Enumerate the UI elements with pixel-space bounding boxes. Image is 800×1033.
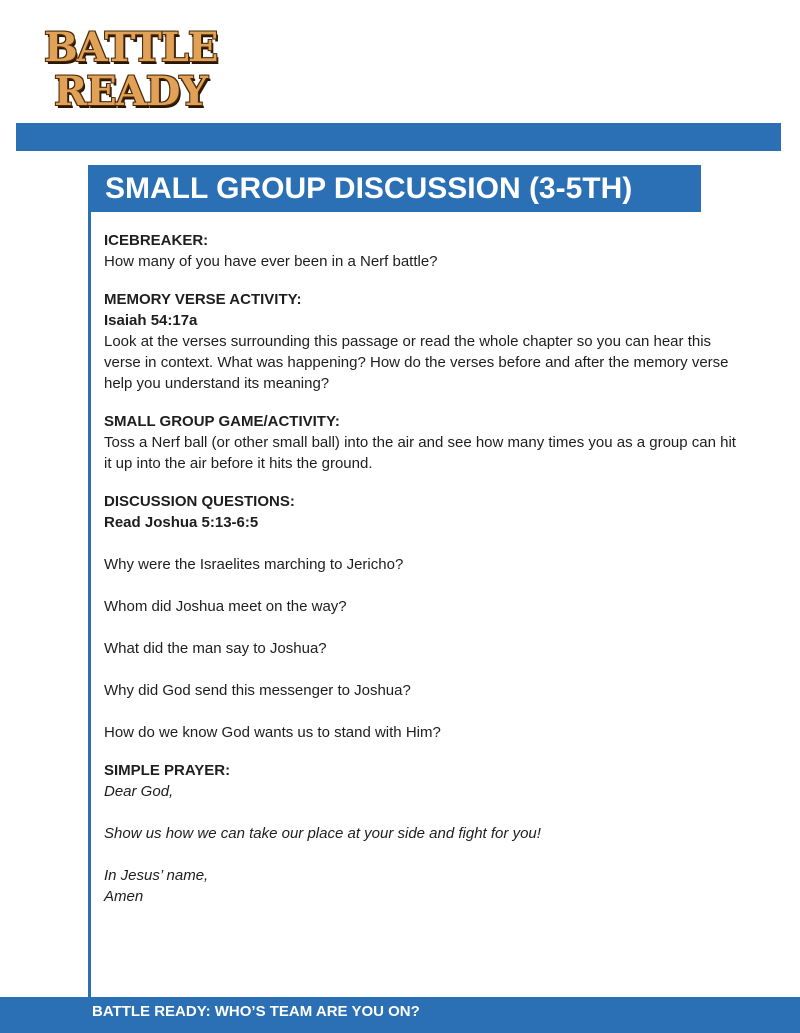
prayer-closing-1: In Jesus’ name, [104, 867, 209, 884]
battle-ready-logo [44, 24, 218, 116]
footer-bar: BATTLE READY: WHO’S TEAM ARE YOU ON? [0, 997, 800, 1033]
question-3: What did the man say to Joshua? [104, 640, 327, 657]
prayer-closing-2: Amen [104, 888, 144, 905]
game-text: Toss a Nerf ball (or other small ball) into the air and see how many times you as a group can hit it up into the air before it hits the ground. [104, 434, 736, 472]
game-heading: SMALL GROUP GAME/ACTIVITY: [104, 413, 340, 430]
prayer-body: Show us how we can take our place at your side and fight for you! [104, 825, 541, 842]
discussion-reading: Read Joshua 5:13-6:5 [104, 514, 259, 531]
prayer-greeting: Dear God, [104, 783, 174, 800]
discussion-content [104, 230, 744, 907]
logo-line-2: READY [54, 68, 208, 115]
icebreaker-text: How many of you have ever been in a Nerf battle? [104, 253, 438, 270]
question-2: Whom did Joshua meet on the way? [104, 598, 347, 615]
memory-verse-reference: Isaiah 54:17a [104, 312, 198, 329]
question-5: How do we know God wants us to stand with Him? [104, 724, 441, 741]
memory-verse-text: Look at the verses surrounding this passage or read the whole chapter so you can hear this verse in context. What was happening? How do the verses before and after the memory verse help you understand its meaning? [104, 333, 729, 392]
memory-verse-heading: MEMORY VERSE ACTIVITY: [104, 291, 302, 308]
left-rule [88, 165, 91, 1000]
discussion-heading: DISCUSSION QUESTIONS: [104, 493, 295, 510]
prayer-heading: SIMPLE PRAYER: [104, 762, 231, 779]
question-1: Why were the Israelites marching to Jericho? [104, 556, 404, 573]
question-4: Why did God send this messenger to Joshua? [104, 682, 411, 699]
logo-line-1: BATTLE [44, 24, 218, 71]
header-bar [16, 123, 781, 151]
icebreaker-heading: ICEBREAKER: [104, 232, 209, 249]
page-title: SMALL GROUP DISCUSSION (3-5TH) [88, 165, 701, 212]
